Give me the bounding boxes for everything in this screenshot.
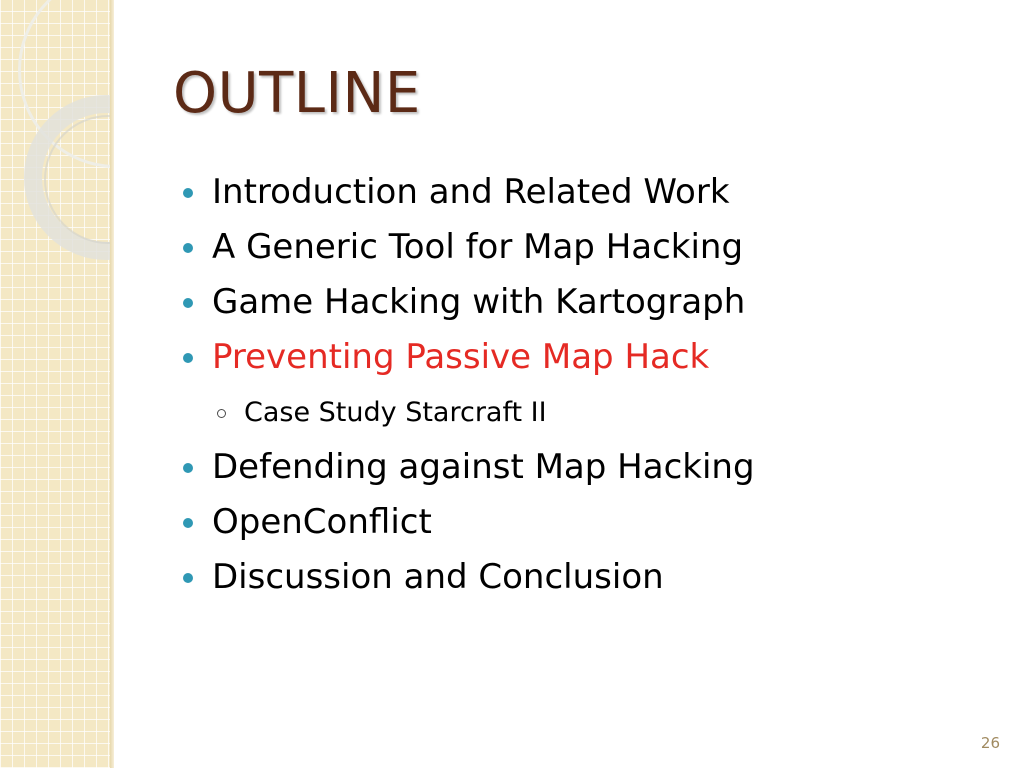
bullet-dot-icon — [183, 353, 193, 363]
bullet-dot-icon — [183, 573, 193, 583]
bullet-dot-icon — [183, 188, 193, 198]
outline-item — [182, 550, 982, 605]
slide-title: OUTLINE — [173, 61, 421, 126]
outline-item-text: OpenConflict — [212, 502, 432, 542]
outline-item-text: Discussion and Conclusion — [212, 557, 664, 597]
slide-number: 26 — [980, 734, 1000, 752]
outline-item-text: Game Hacking with Kartograph — [212, 282, 746, 322]
outline-item — [182, 165, 982, 220]
outline-item — [182, 495, 982, 550]
outline-subitem-text: Case Study Starcraft II — [244, 397, 547, 428]
outline-list — [182, 165, 982, 605]
bullet-dot-icon — [183, 518, 193, 528]
outline-item-text: Preventing Passive Map Hack — [212, 337, 710, 377]
outline-item-text: A Generic Tool for Map Hacking — [212, 227, 744, 267]
outline-item-text: Defending against Map Hacking — [212, 447, 755, 487]
outline-item-current — [182, 330, 982, 385]
decorative-side-band — [0, 0, 114, 768]
side-band-edge — [110, 0, 114, 768]
outline-item — [182, 220, 982, 275]
bullet-dot-icon — [183, 298, 193, 308]
outline-item — [182, 275, 982, 330]
bullet-dot-icon — [183, 463, 193, 473]
outline-item — [182, 440, 982, 495]
outline-item-text: Introduction and Related Work — [212, 172, 730, 212]
bullet-dot-icon — [183, 243, 193, 253]
outline-subitem — [182, 385, 982, 440]
bullet-ring-icon — [217, 409, 226, 418]
